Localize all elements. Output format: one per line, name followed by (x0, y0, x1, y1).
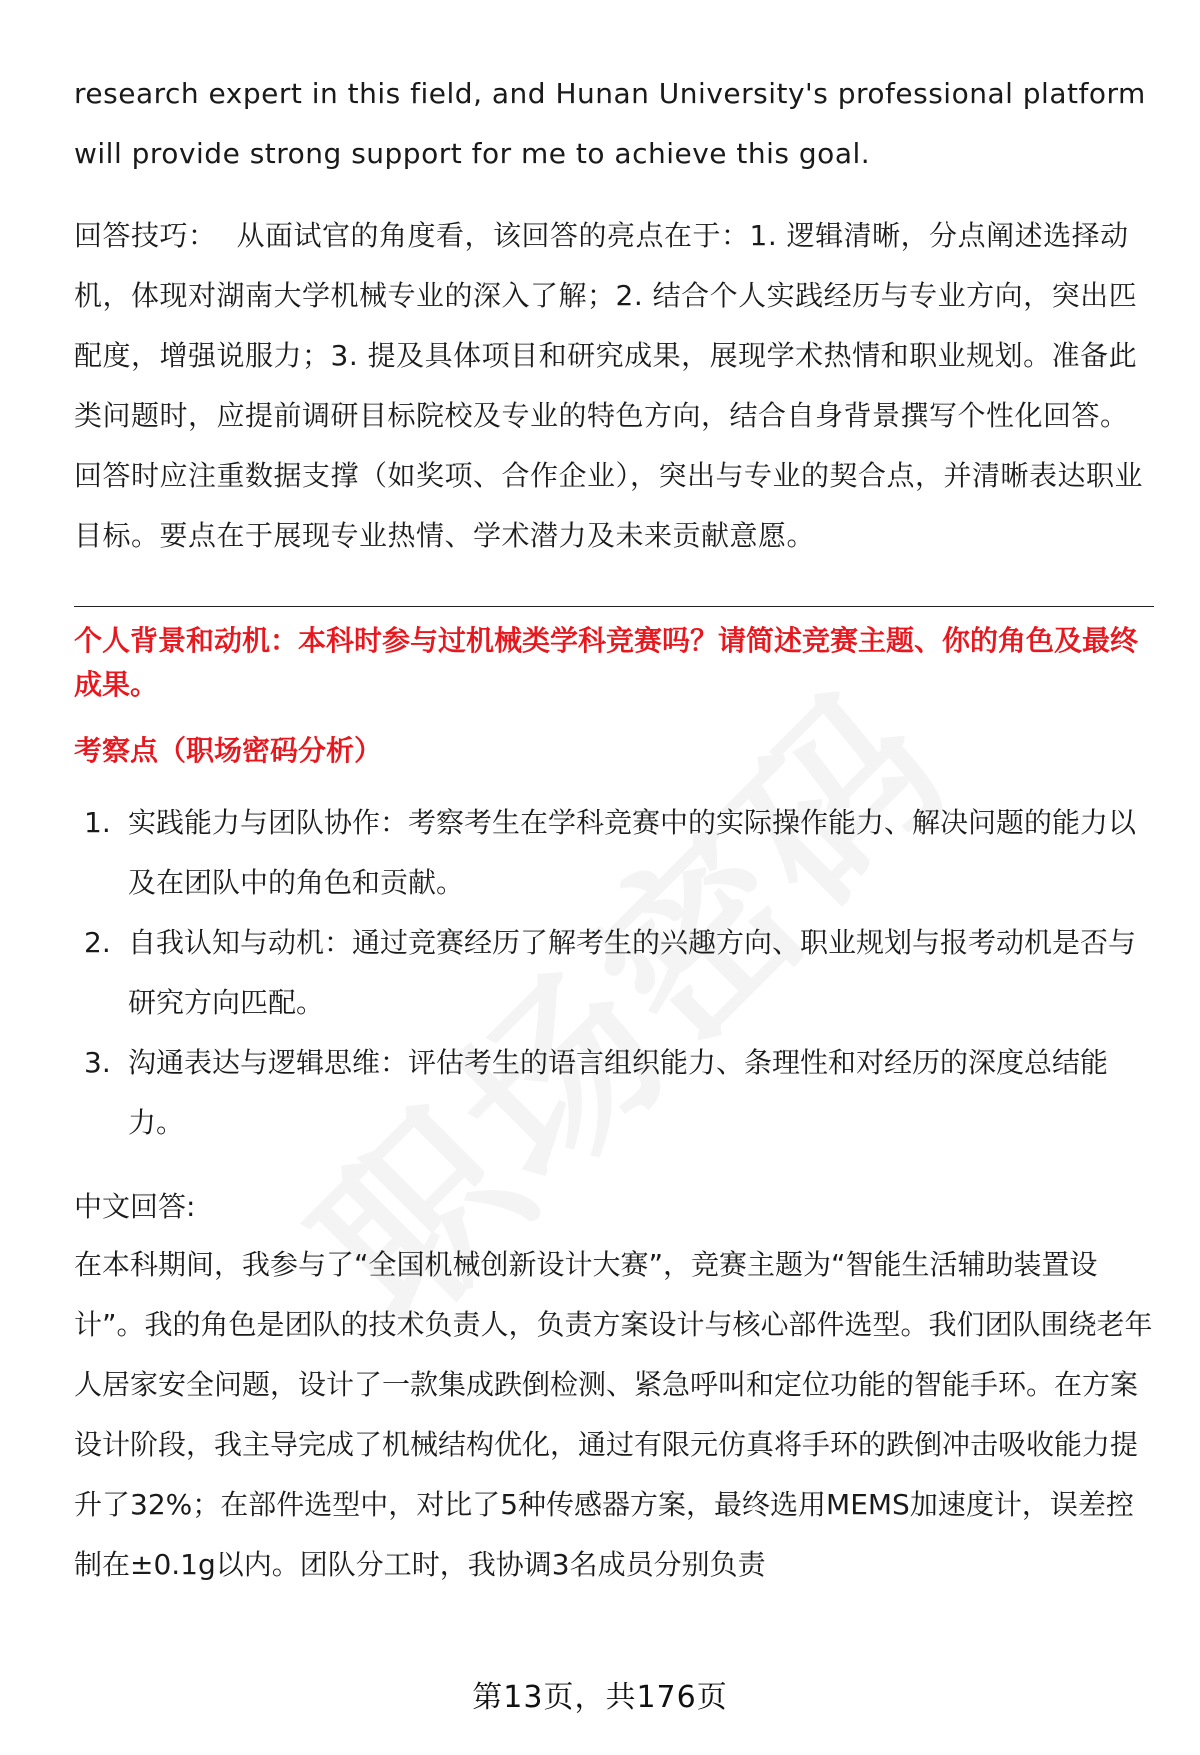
intro-paragraph: research expert in this field, and Hunan University's professional platform will provide strong support for me to achieve this goal. (74, 77, 1146, 170)
page-content (74, 64, 1154, 1595)
answer-label: 中文回答: (74, 1190, 196, 1223)
tips-text: 从面试官的角度看，该回答的亮点在于：1. 逻辑清晰，分点阐述选择动机，体现对湖南大学机械专业的深入了解；2. 结合个人实践经历与专业方向，突出匹配度，增强说服力；3. 提及具体项目和研究成果，展现学术热情和职业规划。准备此类问题时，应提前调研目标院校及专业的特色方向，结合自身背景撰写个性化回答。回答时应注重数据支撑（如奖项、合作企业），突出与专业的契合点，并清晰表达职业目标。要点在于展现专业热情、学术潜力及未来贡献意愿。 (74, 219, 1144, 552)
list-item-number: 3. (84, 1046, 111, 1079)
page-number-footer: 第13页，共176页 (472, 1680, 728, 1715)
question-heading: 个人背景和动机：本科时参与过机械类学科竞赛吗？请简述竞赛主题、你的角色及最终成果。 (74, 624, 1139, 701)
list-item (74, 793, 1154, 913)
answer-paragraph: 在本科期间，我参与了“全国机械创新设计大赛”，竞赛主题为“智能生活辅助装置设计”。我的角色是团队的技术负责人，负责方案设计与核心部件选型。我们团队围绕老年人居家安全问题，设计了一款集成跌倒检测、紧急呼叫和定位功能的智能手环。在方案设计阶段，我主导完成了机械结构优化，通过有限元仿真将手环的跌倒冲击吸收能力提升了32%；在部件选型中，对比了5种传感器方案，最终选用MEMS加速度计，误差控制在±0.1g以内。团队分工时，我协调3名成员分别负责 (74, 1248, 1153, 1581)
list-item (74, 1033, 1154, 1153)
section-divider (74, 606, 1154, 607)
tips-paragraph (74, 206, 1154, 566)
assessment-title: 考察点（职场密码分析） (74, 734, 383, 767)
list-item-number: 2. (84, 926, 111, 959)
list-item-text: 自我认知与动机：通过竞赛经历了解考生的兴趣方向、职业规划与报考动机是否与研究方向匹配。 (128, 926, 1137, 1019)
tips-label: 回答技巧： (74, 219, 217, 252)
list-item-text: 实践能力与团队协作：考察考生在学科竞赛中的实际操作能力、解决问题的能力以及在团队中的角色和贡献。 (128, 806, 1137, 899)
list-item-number: 1. (84, 806, 111, 839)
assessment-points-list (74, 793, 1154, 1153)
list-item-text: 沟通表达与逻辑思维：评估考生的语言组织能力、条理性和对经历的深度总结能力。 (128, 1046, 1109, 1139)
list-item (74, 913, 1154, 1033)
